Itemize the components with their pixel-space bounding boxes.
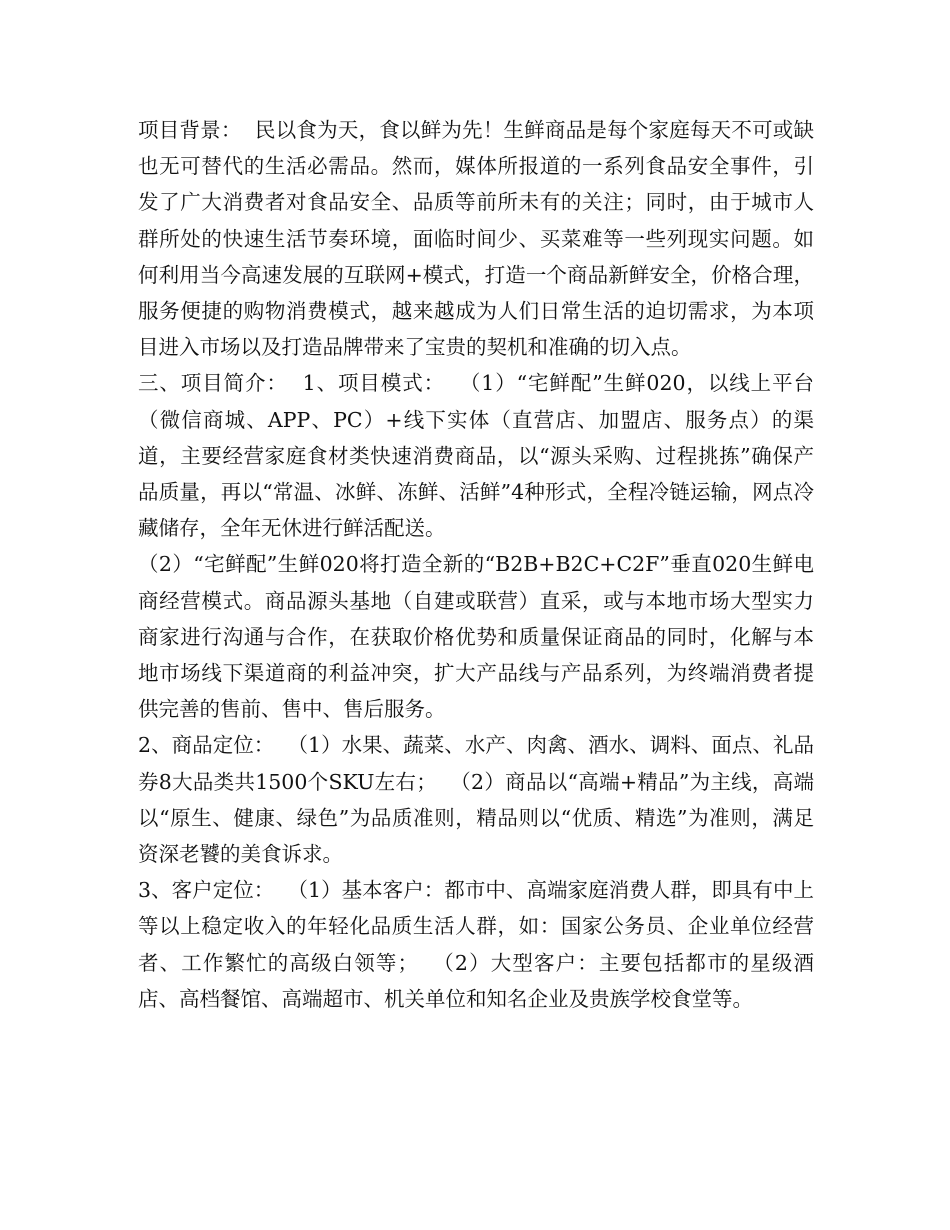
document-body [138,112,814,1017]
paragraph-product-positioning: 2、商品定位： （1）水果、蔬菜、水产、肉禽、酒水、调料、面点、礼品券8大品类共1500个SKU左右； （2）商品以“高端+精品”为主线，高端以“原生、健康、绿色”为品质准则，精品则以“优质、精选”为准则，满足资深老饕的美食诉求。 [138,733,814,867]
paragraph-project-background: 项目背景： 民以食为天，食以鲜为先！生鲜商品是每个家庭每天不可或缺也无可替代的生活必需品。然而，媒体所报道的一系列食品安全事件，引发了广大消费者对食品安全、品质等前所未有的关注；同时，由于城市人群所处的快速生活节奏环境，面临时间少、买菜难等一些列现实问题。如何利用当今高速发展的互联网+模式，打造一个商品新鲜安全，价格合理，服务便捷的购物消费模式，越来越成为人们日常生活的迫切需求，为本项目进入市场以及打造品牌带来了宝贵的契机和准确的切入点。 [138,118,814,360]
paragraph-business-model: （2）“宅鲜配”生鲜020将打造全新的“B2B+B2C+C2F”垂直020生鲜电商经营模式。商品源头基地（自建或联营）直采，或与本地市场大型实力商家进行沟通与合作，在获取价格优势和质量保证商品的同时，化解与本地市场线下渠道商的利益冲突，扩大产品线与产品系列，为终端消费者提供完善的售前、售中、售后服务。 [138,552,814,722]
paragraph-customer-positioning: 3、客户定位： （1）基本客户：都市中、高端家庭消费人群，即具有中上等以上稳定收入的年轻化品质生活人群，如：国家公务员、企业单位经营者、工作繁忙的高级白领等； （2）大型客户：主要包括都市的星级酒店、高档餐馆、高端超市、机关单位和知名企业及贵族学校食堂等。 [138,878,814,1011]
paragraph-project-intro: 三、项目简介： 1、项目模式： （1）“宅鲜配”生鲜020，以线上平台（微信商城、APP、PC）+线下实体（直营店、加盟店、服务点）的渠道，主要经营家庭食材类快速消费商品，以“源头采购、过程挑拣”确保产品质量，再以“常温、冰鲜、冻鲜、活鲜”4种形式，全程冷链运输，网点冷藏储存，全年无休进行鲜活配送。 [138,371,814,541]
